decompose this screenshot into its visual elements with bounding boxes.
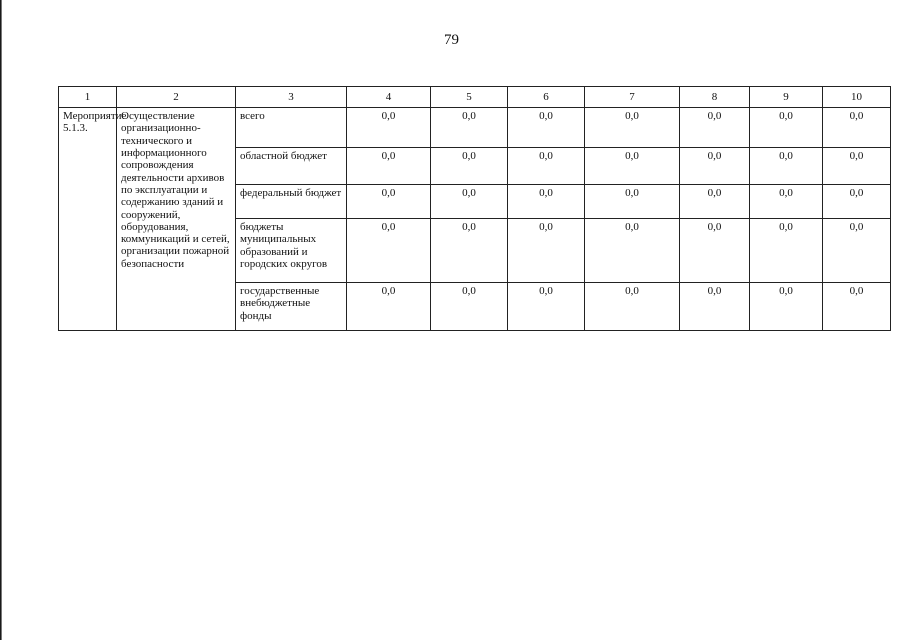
value-cell: 0,0 bbox=[347, 283, 431, 331]
value-cell: 0,0 bbox=[750, 283, 823, 331]
column-header: 7 bbox=[585, 87, 680, 108]
value-cell: 0,0 bbox=[823, 283, 891, 331]
value-cell: 0,0 bbox=[585, 108, 680, 148]
value-cell: 0,0 bbox=[585, 219, 680, 283]
column-header: 5 bbox=[431, 87, 508, 108]
value-cell: 0,0 bbox=[347, 219, 431, 283]
value-cell: 0,0 bbox=[508, 185, 585, 219]
column-header: 10 bbox=[823, 87, 891, 108]
value-cell: 0,0 bbox=[680, 148, 750, 185]
value-cell: 0,0 bbox=[750, 185, 823, 219]
value-cell: 0,0 bbox=[680, 185, 750, 219]
funding-source-cell: государственные внебюджетные фонды bbox=[236, 283, 347, 331]
column-header: 3 bbox=[236, 87, 347, 108]
value-cell: 0,0 bbox=[823, 219, 891, 283]
value-cell: 0,0 bbox=[680, 108, 750, 148]
column-header: 6 bbox=[508, 87, 585, 108]
value-cell: 0,0 bbox=[585, 185, 680, 219]
value-cell: 0,0 bbox=[585, 283, 680, 331]
value-cell: 0,0 bbox=[680, 283, 750, 331]
value-cell: 0,0 bbox=[823, 148, 891, 185]
value-cell: 0,0 bbox=[750, 148, 823, 185]
value-cell: 0,0 bbox=[347, 185, 431, 219]
activity-code-cell: Мероприятие 5.1.3. bbox=[59, 108, 117, 331]
value-cell: 0,0 bbox=[750, 219, 823, 283]
value-cell: 0,0 bbox=[750, 108, 823, 148]
page-number: 79 bbox=[444, 32, 459, 48]
value-cell: 0,0 bbox=[508, 108, 585, 148]
value-cell: 0,0 bbox=[823, 185, 891, 219]
value-cell: 0,0 bbox=[823, 108, 891, 148]
value-cell: 0,0 bbox=[431, 185, 508, 219]
funding-source-cell: федеральный бюджет bbox=[236, 185, 347, 219]
funding-table bbox=[58, 86, 891, 331]
column-header: 2 bbox=[117, 87, 236, 108]
funding-source-cell: всего bbox=[236, 108, 347, 148]
value-cell: 0,0 bbox=[585, 148, 680, 185]
table-row bbox=[59, 108, 891, 148]
column-header: 1 bbox=[59, 87, 117, 108]
value-cell: 0,0 bbox=[431, 108, 508, 148]
header-row bbox=[59, 87, 891, 108]
page-left-edge bbox=[0, 0, 3, 640]
column-header: 9 bbox=[750, 87, 823, 108]
funding-source-cell: областной бюджет bbox=[236, 148, 347, 185]
value-cell: 0,0 bbox=[431, 148, 508, 185]
value-cell: 0,0 bbox=[347, 148, 431, 185]
funding-source-cell: бюджеты муниципальных образований и городских округов bbox=[236, 219, 347, 283]
column-header: 8 bbox=[680, 87, 750, 108]
value-cell: 0,0 bbox=[508, 219, 585, 283]
value-cell: 0,0 bbox=[508, 283, 585, 331]
column-header: 4 bbox=[347, 87, 431, 108]
activity-description-cell: Осуществление организационно-технического и информационного сопровождения деятельности архивов по эксплуатации и содержанию зданий и сооружений, оборудования, коммуникаций и сетей, организации пожарной безопасности bbox=[117, 108, 236, 331]
value-cell: 0,0 bbox=[508, 148, 585, 185]
value-cell: 0,0 bbox=[680, 219, 750, 283]
value-cell: 0,0 bbox=[431, 283, 508, 331]
value-cell: 0,0 bbox=[431, 219, 508, 283]
value-cell: 0,0 bbox=[347, 108, 431, 148]
